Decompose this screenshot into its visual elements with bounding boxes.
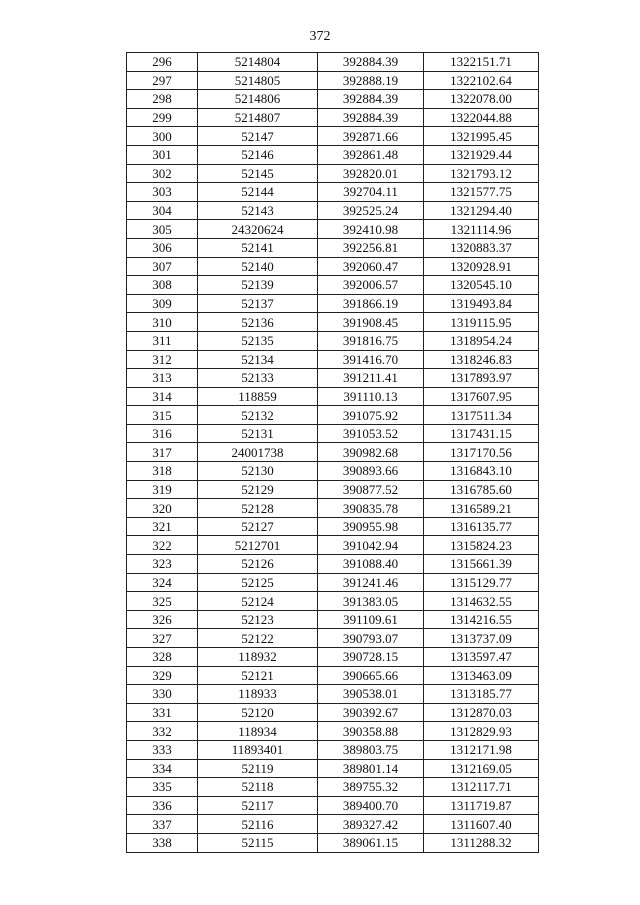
point-number-cell: 305 [127,220,198,239]
point-id-cell: 52125 [198,573,318,592]
point-id-cell: 52122 [198,629,318,648]
y-coordinate-cell: 1321294.40 [424,201,539,220]
point-number-cell: 297 [127,71,198,90]
x-coordinate-cell: 391053.52 [318,424,424,443]
point-id-cell: 11893401 [198,740,318,759]
point-number-cell: 336 [127,796,198,815]
point-number-cell: 298 [127,90,198,109]
point-number-cell: 323 [127,555,198,574]
point-id-cell: 5212701 [198,536,318,555]
table-row [127,666,539,685]
point-number-cell: 331 [127,703,198,722]
point-number-cell: 299 [127,108,198,127]
x-coordinate-cell: 391241.46 [318,573,424,592]
point-number-cell: 324 [127,573,198,592]
x-coordinate-cell: 391383.05 [318,592,424,611]
point-id-cell: 52127 [198,517,318,536]
point-number-cell: 318 [127,462,198,481]
table-row [127,778,539,797]
point-id-cell: 52132 [198,406,318,425]
point-number-cell: 319 [127,480,198,499]
point-id-cell: 24001738 [198,443,318,462]
point-id-cell: 52135 [198,331,318,350]
table-row [127,145,539,164]
x-coordinate-cell: 392060.47 [318,257,424,276]
table-row [127,499,539,518]
x-coordinate-cell: 389803.75 [318,740,424,759]
point-id-cell: 52128 [198,499,318,518]
point-id-cell: 52140 [198,257,318,276]
x-coordinate-cell: 391075.92 [318,406,424,425]
table-row [127,480,539,499]
table-row [127,573,539,592]
point-id-cell: 52146 [198,145,318,164]
x-coordinate-cell: 392704.11 [318,183,424,202]
y-coordinate-cell: 1316785.60 [424,480,539,499]
table-row [127,257,539,276]
y-coordinate-cell: 1318246.83 [424,350,539,369]
x-coordinate-cell: 390392.67 [318,703,424,722]
point-number-cell: 311 [127,331,198,350]
point-number-cell: 306 [127,238,198,257]
point-number-cell: 335 [127,778,198,797]
table-row [127,331,539,350]
point-id-cell: 52139 [198,276,318,295]
x-coordinate-cell: 391211.41 [318,369,424,388]
y-coordinate-cell: 1314632.55 [424,592,539,611]
x-coordinate-cell: 391110.13 [318,387,424,406]
point-number-cell: 300 [127,127,198,146]
point-number-cell: 303 [127,183,198,202]
y-coordinate-cell: 1312169.05 [424,759,539,778]
point-id-cell: 5214807 [198,108,318,127]
x-coordinate-cell: 389801.14 [318,759,424,778]
point-id-cell: 52115 [198,833,318,852]
y-coordinate-cell: 1312117.71 [424,778,539,797]
table-row [127,592,539,611]
table-row [127,462,539,481]
point-number-cell: 328 [127,648,198,667]
y-coordinate-cell: 1311719.87 [424,796,539,815]
y-coordinate-cell: 1315661.39 [424,555,539,574]
table-row [127,276,539,295]
coordinates-table [126,52,539,853]
point-number-cell: 320 [127,499,198,518]
y-coordinate-cell: 1311607.40 [424,815,539,834]
x-coordinate-cell: 391109.61 [318,610,424,629]
point-id-cell: 52116 [198,815,318,834]
table-row [127,108,539,127]
table-row [127,369,539,388]
point-id-cell: 52145 [198,164,318,183]
table-row [127,443,539,462]
point-number-cell: 329 [127,666,198,685]
point-number-cell: 325 [127,592,198,611]
point-id-cell: 118859 [198,387,318,406]
point-id-cell: 24320624 [198,220,318,239]
table-row [127,610,539,629]
x-coordinate-cell: 392884.39 [318,53,424,72]
point-id-cell: 118934 [198,722,318,741]
x-coordinate-cell: 389755.32 [318,778,424,797]
y-coordinate-cell: 1313597.47 [424,648,539,667]
table-row [127,294,539,313]
x-coordinate-cell: 390538.01 [318,685,424,704]
table-row [127,387,539,406]
y-coordinate-cell: 1317607.95 [424,387,539,406]
x-coordinate-cell: 390728.15 [318,648,424,667]
y-coordinate-cell: 1320928.91 [424,257,539,276]
y-coordinate-cell: 1321577.75 [424,183,539,202]
x-coordinate-cell: 391088.40 [318,555,424,574]
y-coordinate-cell: 1315129.77 [424,573,539,592]
y-coordinate-cell: 1313737.09 [424,629,539,648]
x-coordinate-cell: 390877.52 [318,480,424,499]
x-coordinate-cell: 392525.24 [318,201,424,220]
table-row [127,90,539,109]
point-id-cell: 5214804 [198,53,318,72]
y-coordinate-cell: 1317893.97 [424,369,539,388]
point-number-cell: 317 [127,443,198,462]
y-coordinate-cell: 1316135.77 [424,517,539,536]
point-id-cell: 52120 [198,703,318,722]
point-number-cell: 322 [127,536,198,555]
point-number-cell: 296 [127,53,198,72]
point-number-cell: 304 [127,201,198,220]
x-coordinate-cell: 392861.48 [318,145,424,164]
y-coordinate-cell: 1312829.93 [424,722,539,741]
point-number-cell: 327 [127,629,198,648]
point-number-cell: 315 [127,406,198,425]
point-number-cell: 313 [127,369,198,388]
point-number-cell: 338 [127,833,198,852]
table-row [127,722,539,741]
y-coordinate-cell: 1320883.37 [424,238,539,257]
y-coordinate-cell: 1313463.09 [424,666,539,685]
point-id-cell: 52118 [198,778,318,797]
table-row [127,517,539,536]
y-coordinate-cell: 1312870.03 [424,703,539,722]
point-id-cell: 52141 [198,238,318,257]
point-id-cell: 52131 [198,424,318,443]
x-coordinate-cell: 391816.75 [318,331,424,350]
table-row [127,164,539,183]
table-row [127,536,539,555]
x-coordinate-cell: 390665.66 [318,666,424,685]
point-id-cell: 52117 [198,796,318,815]
y-coordinate-cell: 1322078.00 [424,90,539,109]
table-row [127,648,539,667]
point-id-cell: 52119 [198,759,318,778]
x-coordinate-cell: 391866.19 [318,294,424,313]
table-row [127,629,539,648]
point-id-cell: 52129 [198,480,318,499]
point-number-cell: 333 [127,740,198,759]
x-coordinate-cell: 392006.57 [318,276,424,295]
table-row [127,759,539,778]
x-coordinate-cell: 389061.15 [318,833,424,852]
y-coordinate-cell: 1312171.98 [424,740,539,759]
table-row [127,127,539,146]
y-coordinate-cell: 1320545.10 [424,276,539,295]
point-number-cell: 337 [127,815,198,834]
y-coordinate-cell: 1322102.64 [424,71,539,90]
x-coordinate-cell: 392884.39 [318,90,424,109]
y-coordinate-cell: 1322044.88 [424,108,539,127]
point-number-cell: 314 [127,387,198,406]
table-row [127,740,539,759]
x-coordinate-cell: 391908.45 [318,313,424,332]
y-coordinate-cell: 1314216.55 [424,610,539,629]
point-id-cell: 52144 [198,183,318,202]
x-coordinate-cell: 391416.70 [318,350,424,369]
x-coordinate-cell: 392871.66 [318,127,424,146]
point-id-cell: 52134 [198,350,318,369]
point-id-cell: 52130 [198,462,318,481]
y-coordinate-cell: 1317431.15 [424,424,539,443]
point-number-cell: 302 [127,164,198,183]
table-row [127,53,539,72]
y-coordinate-cell: 1322151.71 [424,53,539,72]
x-coordinate-cell: 389400.70 [318,796,424,815]
point-id-cell: 52126 [198,555,318,574]
y-coordinate-cell: 1318954.24 [424,331,539,350]
table-row [127,406,539,425]
x-coordinate-cell: 389327.42 [318,815,424,834]
point-id-cell: 52143 [198,201,318,220]
x-coordinate-cell: 392410.98 [318,220,424,239]
x-coordinate-cell: 390793.07 [318,629,424,648]
point-number-cell: 334 [127,759,198,778]
point-id-cell: 5214805 [198,71,318,90]
point-id-cell: 52147 [198,127,318,146]
point-id-cell: 118932 [198,648,318,667]
point-number-cell: 309 [127,294,198,313]
y-coordinate-cell: 1321929.44 [424,145,539,164]
table-row [127,71,539,90]
y-coordinate-cell: 1313185.77 [424,685,539,704]
table-row [127,183,539,202]
coordinates-table-container [126,52,539,853]
point-id-cell: 5214806 [198,90,318,109]
table-row [127,220,539,239]
x-coordinate-cell: 390358.88 [318,722,424,741]
point-id-cell: 52136 [198,313,318,332]
point-number-cell: 308 [127,276,198,295]
point-number-cell: 307 [127,257,198,276]
point-number-cell: 326 [127,610,198,629]
x-coordinate-cell: 392820.01 [318,164,424,183]
table-row [127,424,539,443]
point-number-cell: 312 [127,350,198,369]
table-row [127,201,539,220]
point-number-cell: 330 [127,685,198,704]
y-coordinate-cell: 1319493.84 [424,294,539,313]
x-coordinate-cell: 390982.68 [318,443,424,462]
point-number-cell: 332 [127,722,198,741]
y-coordinate-cell: 1317511.34 [424,406,539,425]
table-body [127,53,539,853]
y-coordinate-cell: 1316589.21 [424,499,539,518]
x-coordinate-cell: 390835.78 [318,499,424,518]
y-coordinate-cell: 1319115.95 [424,313,539,332]
point-id-cell: 118933 [198,685,318,704]
table-row [127,833,539,852]
x-coordinate-cell: 390893.66 [318,462,424,481]
x-coordinate-cell: 392256.81 [318,238,424,257]
x-coordinate-cell: 392888.19 [318,71,424,90]
table-row [127,685,539,704]
x-coordinate-cell: 390955.98 [318,517,424,536]
x-coordinate-cell: 391042.94 [318,536,424,555]
point-id-cell: 52124 [198,592,318,611]
point-id-cell: 52123 [198,610,318,629]
y-coordinate-cell: 1315824.23 [424,536,539,555]
y-coordinate-cell: 1321114.96 [424,220,539,239]
table-row [127,796,539,815]
table-row [127,350,539,369]
table-row [127,555,539,574]
point-number-cell: 301 [127,145,198,164]
page-number: 372 [309,29,331,44]
point-number-cell: 316 [127,424,198,443]
point-id-cell: 52137 [198,294,318,313]
x-coordinate-cell: 392884.39 [318,108,424,127]
y-coordinate-cell: 1311288.32 [424,833,539,852]
table-row [127,238,539,257]
y-coordinate-cell: 1316843.10 [424,462,539,481]
point-id-cell: 52121 [198,666,318,685]
y-coordinate-cell: 1321793.12 [424,164,539,183]
point-number-cell: 321 [127,517,198,536]
y-coordinate-cell: 1321995.45 [424,127,539,146]
y-coordinate-cell: 1317170.56 [424,443,539,462]
point-number-cell: 310 [127,313,198,332]
point-id-cell: 52133 [198,369,318,388]
table-row [127,703,539,722]
table-row [127,313,539,332]
table-row [127,815,539,834]
